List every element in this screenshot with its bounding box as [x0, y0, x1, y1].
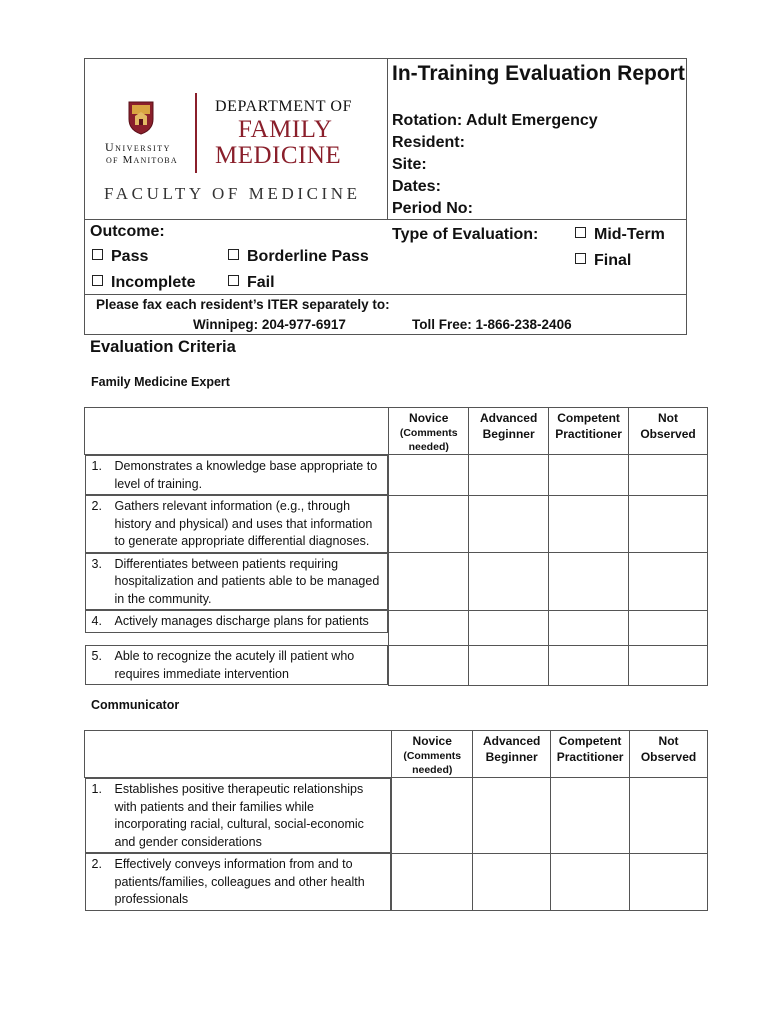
criterion-cell [85, 645, 389, 685]
checkbox-icon [575, 227, 586, 238]
period-label: Period No: [392, 200, 473, 217]
logo-divider [195, 93, 197, 173]
criterion-cell [85, 455, 389, 495]
checkbox-icon [228, 249, 239, 260]
criterion-text: Able to recognize the acutely ill patient who requires immediate intervention [114, 649, 355, 681]
site-label: Site: [392, 156, 427, 173]
rating-cell-novice[interactable] [389, 553, 469, 611]
criterion-number: 2. [91, 857, 102, 871]
section-title-communicator: Communicator [91, 698, 180, 712]
advanced-beginner-header: Advanced Beginner [469, 408, 549, 455]
rating-cell-novice[interactable] [392, 853, 473, 911]
rating-cell-advanced[interactable] [469, 610, 549, 645]
criterion-number: 1. [91, 459, 102, 473]
header-vertical-divider [387, 58, 388, 220]
incomplete-checkbox[interactable] [92, 274, 195, 292]
criterion-text: Differentiates between patients requiring hospitalization and patients able to be managed in the community. [114, 556, 380, 606]
criteria-header-cell [85, 731, 392, 778]
table-row [85, 853, 708, 911]
rating-cell-not-observed[interactable] [629, 645, 708, 685]
rating-cell-advanced[interactable] [469, 455, 549, 496]
rating-cell-not-observed[interactable] [630, 778, 708, 854]
table-row [85, 778, 708, 854]
department-of-label: DEPARTMENT OF [215, 98, 353, 115]
rating-cell-novice[interactable] [392, 778, 473, 854]
table-row [85, 553, 708, 611]
evaluation-criteria-heading: Evaluation Criteria [90, 338, 236, 356]
criterion-text: Demonstrates a knowledge base appropriate to level of training. [114, 459, 378, 491]
rating-cell-not-observed[interactable] [629, 610, 708, 645]
table-row [85, 495, 708, 553]
table-row [85, 455, 708, 496]
rating-cell-advanced[interactable] [469, 645, 549, 685]
checkbox-icon [575, 253, 586, 264]
rating-cell-competent[interactable] [549, 455, 629, 496]
advanced-beginner-header: Advanced Beginner [473, 731, 551, 778]
criteria-header-cell [85, 408, 389, 455]
checkbox-icon [92, 275, 103, 286]
checkbox-icon [92, 249, 103, 260]
novice-header [392, 731, 473, 778]
rating-cell-not-observed[interactable] [629, 495, 708, 553]
resident-label: Resident: [392, 134, 465, 151]
rotation-label: Rotation: Adult Emergency [392, 112, 598, 129]
rating-cell-competent[interactable] [549, 610, 629, 645]
checkbox-icon [228, 275, 239, 286]
borderline-pass-checkbox[interactable] [228, 248, 369, 266]
rating-cell-competent[interactable] [549, 553, 629, 611]
rating-cell-novice[interactable] [389, 455, 469, 496]
novice-sub-label: (Comments needed) [403, 750, 462, 776]
novice-header [389, 408, 469, 455]
rating-cell-novice[interactable] [389, 645, 469, 685]
outcome-label: Outcome: [90, 223, 165, 240]
criterion-text: Actively manages discharge plans for patients [114, 614, 369, 628]
competent-practitioner-header: Competent Practitioner [551, 731, 630, 778]
table-row [85, 610, 708, 645]
university-name-line1: University [105, 140, 171, 154]
criterion-text: Effectively conveys information from and to patients/families, colleagues and other health professionals [114, 857, 365, 906]
criterion-text: Gathers relevant information (e.g., through history and physical) and uses that information to generate appropriate differential diagnoses. [114, 499, 373, 548]
novice-label: Novice [412, 734, 452, 748]
pass-label: Pass [111, 248, 149, 265]
criterion-cell [85, 610, 389, 633]
rating-cell-novice[interactable] [389, 495, 469, 553]
criterion-number: 4. [91, 614, 102, 628]
rating-cell-advanced[interactable] [473, 778, 551, 854]
rating-cell-advanced[interactable] [473, 853, 551, 911]
criterion-number: 3. [91, 556, 102, 571]
faculty-label: FACULTY OF MEDICINE [104, 184, 361, 203]
rating-cell-competent[interactable] [549, 645, 629, 685]
rating-cell-competent[interactable] [551, 853, 630, 911]
criterion-text: Establishes positive therapeutic relationships with patients and their families while incorporating racial, cultural, social-economic and gender considerations [114, 782, 364, 849]
header-divider-2 [387, 219, 687, 220]
rating-cell-advanced[interactable] [469, 553, 549, 611]
borderline-pass-label: Borderline Pass [247, 248, 369, 265]
pass-checkbox[interactable] [92, 248, 148, 266]
fax-toll-free: Toll Free: 1-866-238-2406 [412, 317, 572, 332]
fail-checkbox[interactable] [228, 274, 275, 292]
crest-icon [128, 101, 154, 135]
fax-winnipeg: Winnipeg: 204-977-6917 [193, 317, 346, 332]
section-title-fm-expert: Family Medicine Expert [91, 375, 230, 389]
incomplete-label: Incomplete [111, 274, 196, 291]
not-observed-header: Not Observed [629, 408, 708, 455]
novice-label: Novice [409, 411, 449, 425]
competent-practitioner-header: Competent Practitioner [549, 408, 629, 455]
rating-cell-novice[interactable] [389, 610, 469, 645]
communicator-table [84, 730, 708, 911]
criterion-cell [85, 495, 389, 553]
criterion-number: 2. [91, 499, 102, 513]
criterion-number: 5. [91, 649, 102, 663]
criterion-cell [85, 778, 392, 853]
report-title: In-Training Evaluation Report [392, 62, 685, 85]
rating-cell-not-observed[interactable] [630, 853, 708, 911]
rating-cell-not-observed[interactable] [629, 455, 708, 496]
table-row [85, 645, 708, 685]
rating-cell-competent[interactable] [551, 778, 630, 854]
fax-instruction: Please fax each resident’s ITER separately to: [96, 297, 390, 312]
family-label: FAMILY [238, 116, 333, 143]
final-checkbox[interactable] [575, 252, 631, 270]
criterion-cell [85, 853, 392, 911]
criterion-cell [85, 553, 389, 611]
fm-expert-table [84, 407, 708, 686]
midterm-checkbox[interactable] [575, 226, 665, 244]
university-name-line2: of Manitoba [106, 154, 178, 166]
fail-label: Fail [247, 274, 275, 291]
final-label: Final [594, 252, 632, 269]
not-observed-header: Not Observed [630, 731, 708, 778]
rating-cell-competent[interactable] [549, 495, 629, 553]
rating-cell-advanced[interactable] [469, 495, 549, 553]
novice-sub-label: (Comments needed) [399, 427, 458, 453]
medicine-label: MEDICINE [215, 142, 342, 169]
midterm-label: Mid-Term [594, 226, 665, 243]
dates-label: Dates: [392, 178, 441, 195]
header-divider-3 [84, 294, 687, 295]
header-divider-1 [84, 219, 387, 220]
rating-cell-not-observed[interactable] [629, 553, 708, 611]
evaluation-type-label: Type of Evaluation: [392, 226, 539, 243]
criterion-number: 1. [91, 782, 102, 796]
